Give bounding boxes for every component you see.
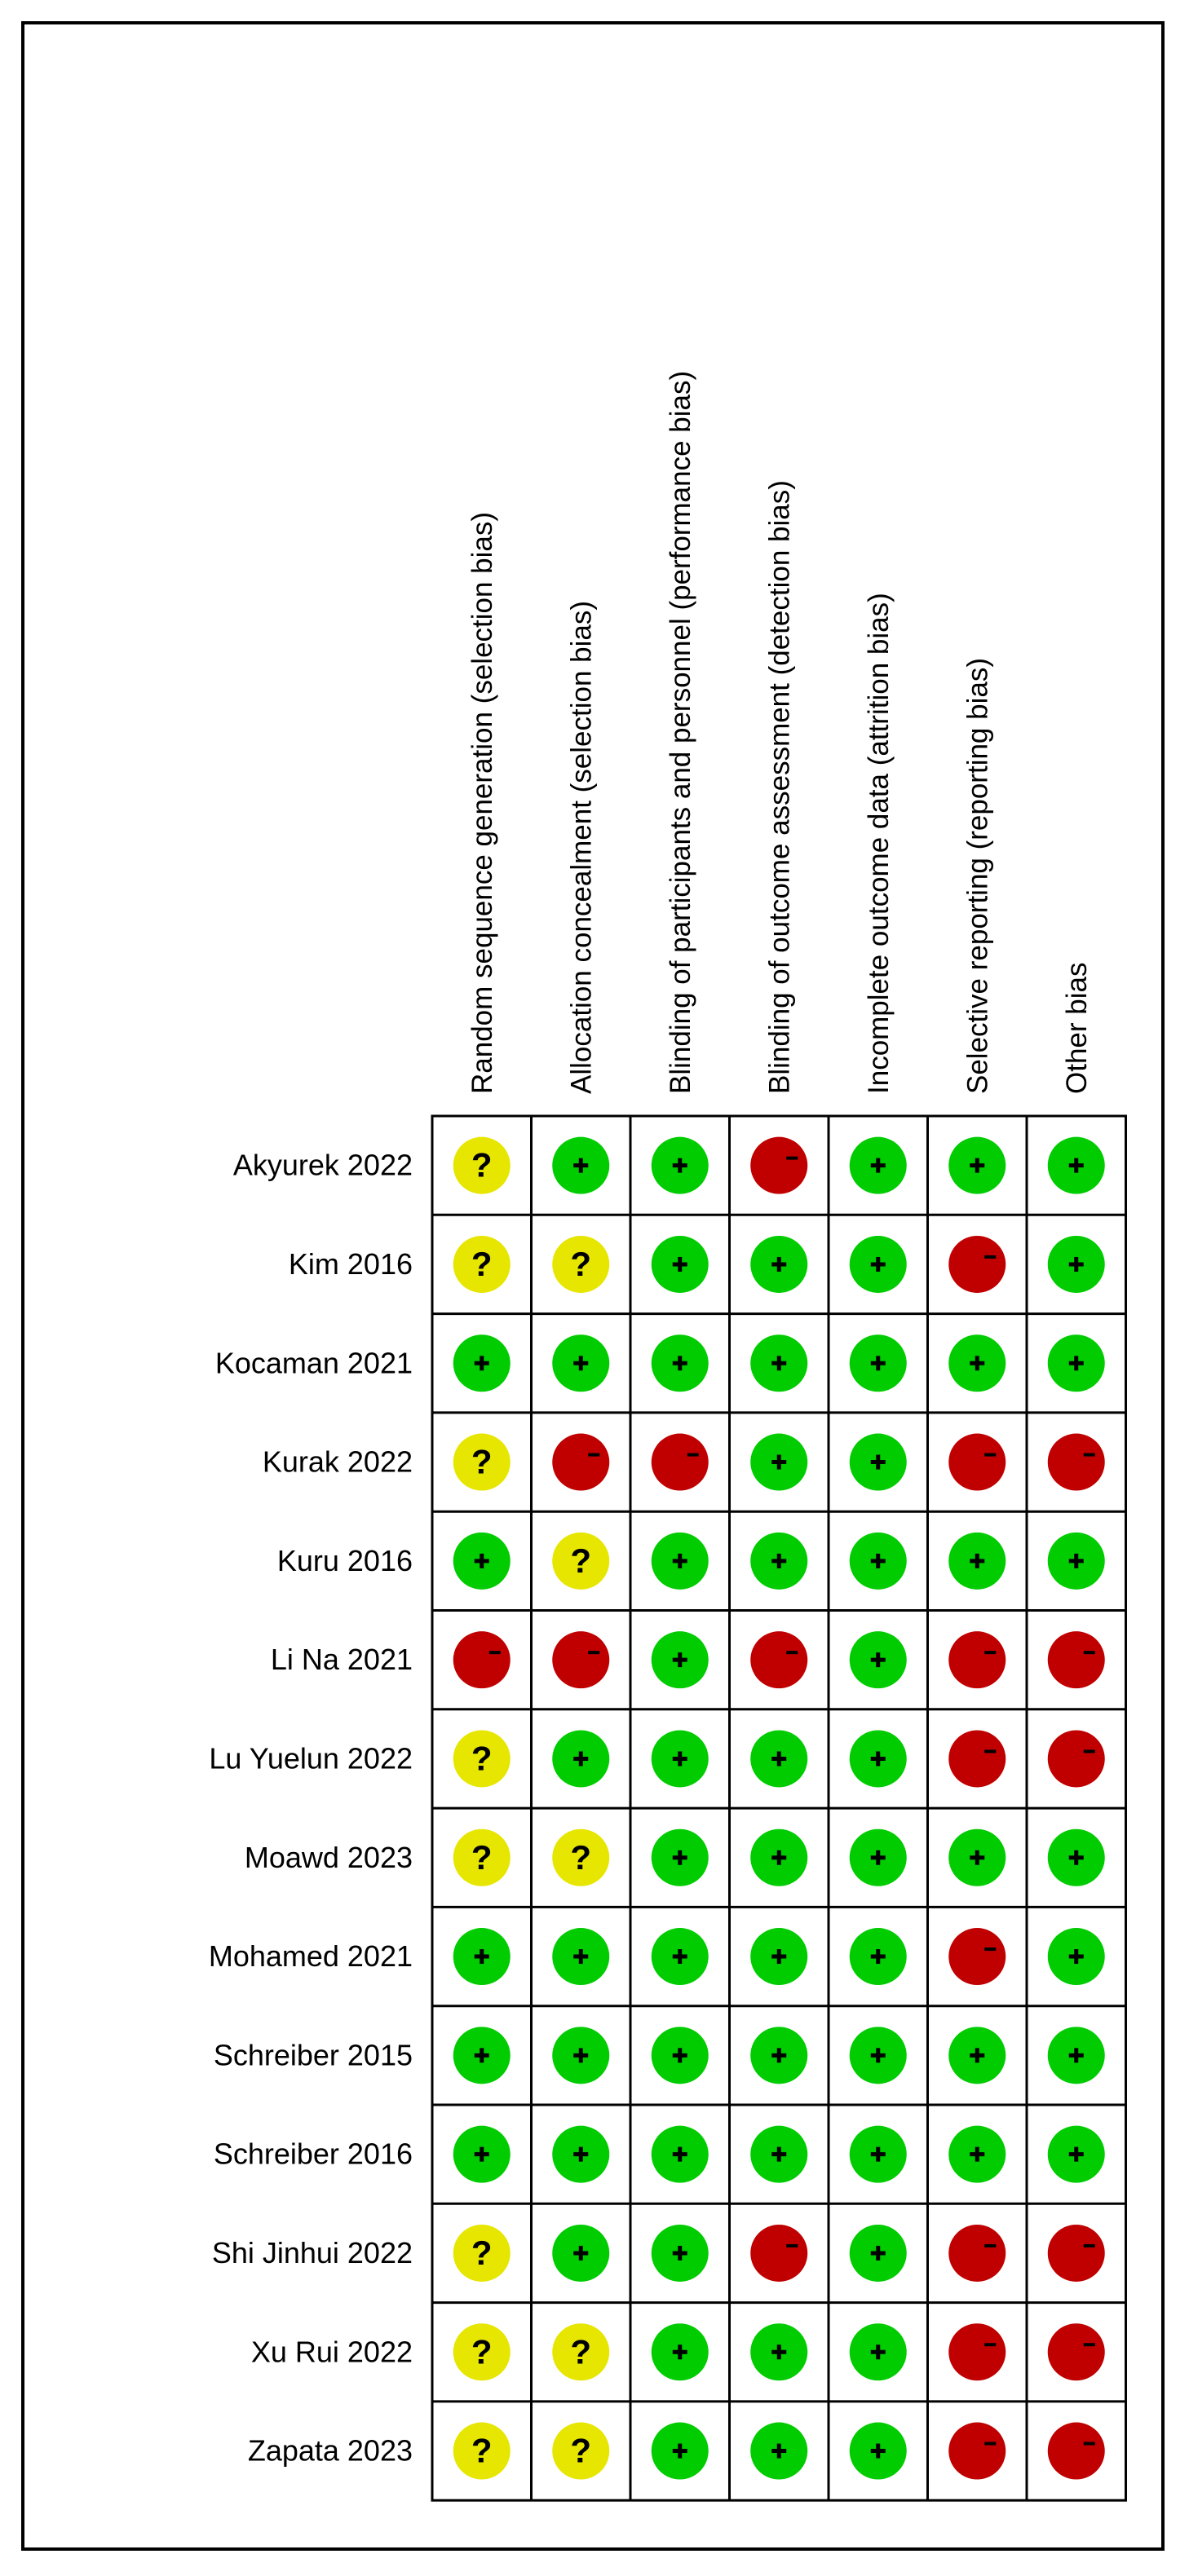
study-label: Moawd 2023 [244, 1840, 413, 1874]
unclear-mark: ? [471, 1837, 493, 1877]
column-header: Selective reporting (reporting bias) [961, 658, 994, 1094]
study-label: Schreiber 2015 [213, 2038, 413, 2072]
rating-dot [750, 2225, 807, 2282]
rating-dot [1048, 2323, 1105, 2380]
rating-dot [750, 1137, 807, 1194]
study-label: Kuru 2016 [276, 1543, 413, 1577]
rating-dot [948, 1730, 1006, 1787]
unclear-mark: ? [471, 1145, 493, 1184]
study-label: Kurak 2022 [262, 1445, 413, 1479]
study-label: Li Na 2021 [270, 1643, 413, 1677]
unclear-mark: ? [570, 1837, 592, 1877]
study-label: Schreiber 2016 [213, 2137, 413, 2171]
rating-dot [948, 1434, 1006, 1491]
column-header: Allocation concealment (selection bias) [565, 600, 598, 1094]
column-header: Other bias [1060, 962, 1093, 1094]
rating-dot [948, 1928, 1006, 1985]
rating-dot [652, 1434, 709, 1491]
study-label: Akyurek 2022 [232, 1148, 413, 1182]
unclear-mark: ? [471, 1244, 493, 1283]
column-header: Incomplete outcome data (attrition bias) [862, 593, 895, 1094]
unclear-mark: ? [471, 2332, 493, 2371]
rating-dot [552, 1434, 609, 1491]
column-header: Blinding of outcome assessment (detection bias) [763, 480, 796, 1094]
risk-of-bias-chart [24, 24, 1161, 2547]
rating-dot [948, 2323, 1006, 2380]
study-label: Lu Yuelun 2022 [209, 1741, 413, 1775]
unclear-mark: ? [570, 2332, 592, 2371]
rating-dot [1048, 1434, 1105, 1491]
rating-dot [948, 2423, 1006, 2480]
unclear-mark: ? [570, 1244, 592, 1283]
column-header: Blinding of participants and personnel (performance bias) [664, 370, 696, 1094]
unclear-mark: ? [471, 1442, 493, 1481]
unclear-mark: ? [471, 2233, 493, 2272]
rating-dot [948, 2225, 1006, 2282]
rating-dot [1048, 1730, 1105, 1787]
rating-dot [453, 1631, 511, 1688]
study-label: Zapata 2023 [247, 2433, 413, 2468]
study-label: Xu Rui 2022 [250, 2335, 413, 2369]
rating-dot [948, 1236, 1006, 1293]
study-label: Shi Jinhui 2022 [211, 2235, 413, 2269]
rating-dot [948, 1631, 1006, 1688]
unclear-mark: ? [570, 1541, 592, 1580]
figure-frame [21, 21, 1165, 2551]
rating-dot [1048, 2423, 1105, 2480]
unclear-mark: ? [570, 2431, 592, 2470]
study-label: Mohamed 2021 [208, 1939, 413, 1974]
rating-dot [552, 1631, 609, 1688]
rating-dot [1048, 1631, 1105, 1688]
column-header: Random sequence generation (selection bias) [466, 511, 498, 1094]
study-label: Kocaman 2021 [214, 1346, 413, 1380]
unclear-mark: ? [471, 1739, 493, 1778]
study-label: Kim 2016 [288, 1246, 413, 1281]
unclear-mark: ? [471, 2431, 493, 2470]
rating-dot [1048, 2225, 1105, 2282]
rating-dot [750, 1631, 807, 1688]
